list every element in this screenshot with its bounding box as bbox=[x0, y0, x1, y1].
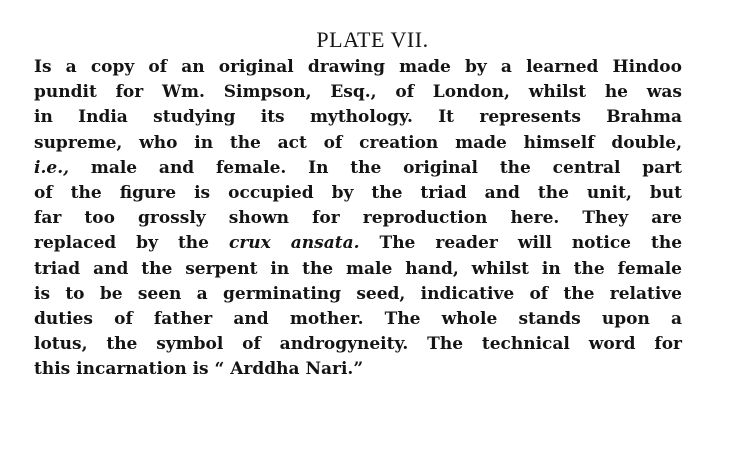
text-line: Is a copy of an original drawing made by a learned Hindoo bbox=[34, 57, 682, 77]
text-line: supreme, who in the act of creation made himself double, bbox=[34, 132, 682, 153]
text-line bbox=[34, 231, 682, 256]
text-line bbox=[34, 156, 682, 181]
text-line: duties of father and mother. The whole stands upon a bbox=[34, 308, 682, 329]
plate-title: PLATE VII. bbox=[316, 27, 429, 52]
text-segment: replaced by the bbox=[34, 233, 229, 254]
text-line: lotus, the symbol of androgyneity. The technical word for bbox=[34, 334, 682, 355]
italic-abbreviation: i.e., bbox=[34, 157, 70, 178]
text-line: far too grossly shown for reproduction here. They are bbox=[34, 208, 682, 229]
text-segment: male and female. In the original the central part bbox=[69, 157, 682, 178]
text-line: in India studying its mythology. It represents Brahma bbox=[34, 107, 682, 128]
text-segment: The reader will notice the bbox=[359, 233, 683, 254]
text-line: pundit for Wm. Simpson, Esq., of London, whilst he was bbox=[34, 82, 682, 103]
italic-term: crux ansata. bbox=[228, 233, 360, 254]
text-line: triad and the serpent in the male hand, whilst in the female bbox=[34, 258, 682, 279]
text-line: is to be seen a germinating seed, indicative of the relative bbox=[34, 283, 682, 304]
text-line: of the figure is occupied by the triad and the unit, but bbox=[34, 182, 682, 203]
body-paragraph bbox=[34, 55, 682, 382]
text-line: this incarnation is “ Arddha Nari.” bbox=[34, 359, 364, 380]
